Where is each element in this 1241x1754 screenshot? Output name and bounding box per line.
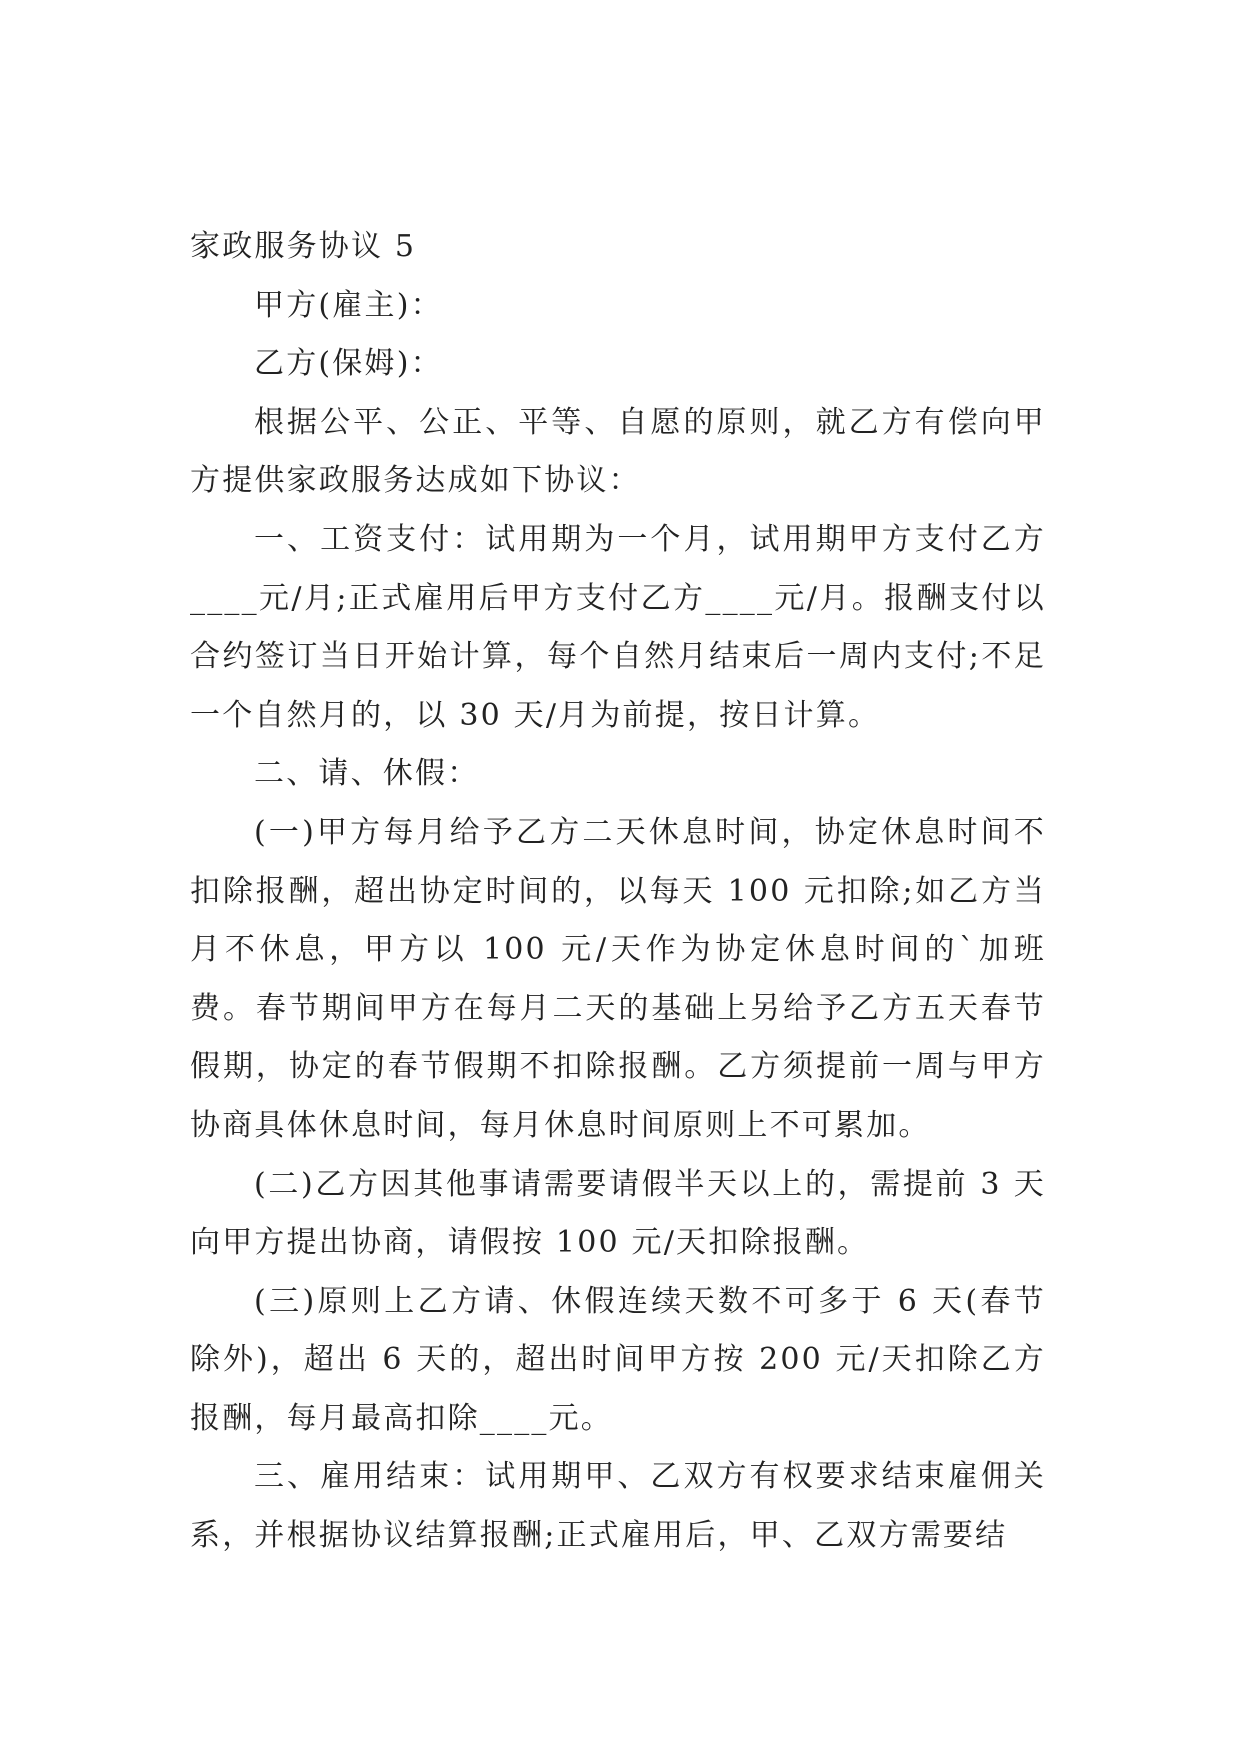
document-body (190, 218, 1046, 1566)
clause-leave-heading: 二、请、休假： (254, 756, 480, 792)
clause-leave-item-2: (二)乙方因其他事请需要请假半天以上的，需提前 3 天向甲方提出协商，请假按 100 元/天扣除报酬。 (190, 1166, 1046, 1261)
clause-leave-item-1: (一)甲方每月给予乙方二天休息时间，协定休息时间不扣除报酬，超出协定时间的，以每天 100 元扣除;如乙方当月不休息，甲方以 100 元/天作为协定休息时间的`加班费。春节期间甲方在每月二天的基础上另给予乙方五天春节假期，协定的春节假期不扣除报酬。乙方须提前一周与甲方协商具体休息时间，每月休息时间原则上不可累加。 (190, 814, 1046, 1143)
document-title: 家政服务协议 5 (190, 229, 417, 264)
party-b-line: 乙方(保姆)： (254, 346, 443, 382)
clause-employment-end: 三、雇用结束：试用期甲、乙双方有权要求结束雇佣关系，并根据协议结算报酬;正式雇用后，甲、乙双方需要结 (190, 1459, 1046, 1554)
clause-wage-payment: 一、工资支付：试用期为一个月，试用期甲方支付乙方____元/月;正式雇用后甲方支付乙方____元/月。报酬支付以合约签订当日开始计算，每个自然月结束后一周内支付;不足一个自然月的，以 30 天/月为前提，按日计算。 (190, 521, 1046, 733)
preamble-paragraph: 根据公平、公正、平等、自愿的原则，就乙方有偿向甲方提供家政服务达成如下协议： (190, 404, 1046, 499)
party-a-line: 甲方(雇主)： (254, 287, 443, 323)
clause-leave-item-3: (三)原则上乙方请、休假连续天数不可多于 6 天(春节除外)，超出 6 天的，超出时间甲方按 200 元/天扣除乙方报酬，每月最高扣除____元。 (190, 1283, 1046, 1436)
